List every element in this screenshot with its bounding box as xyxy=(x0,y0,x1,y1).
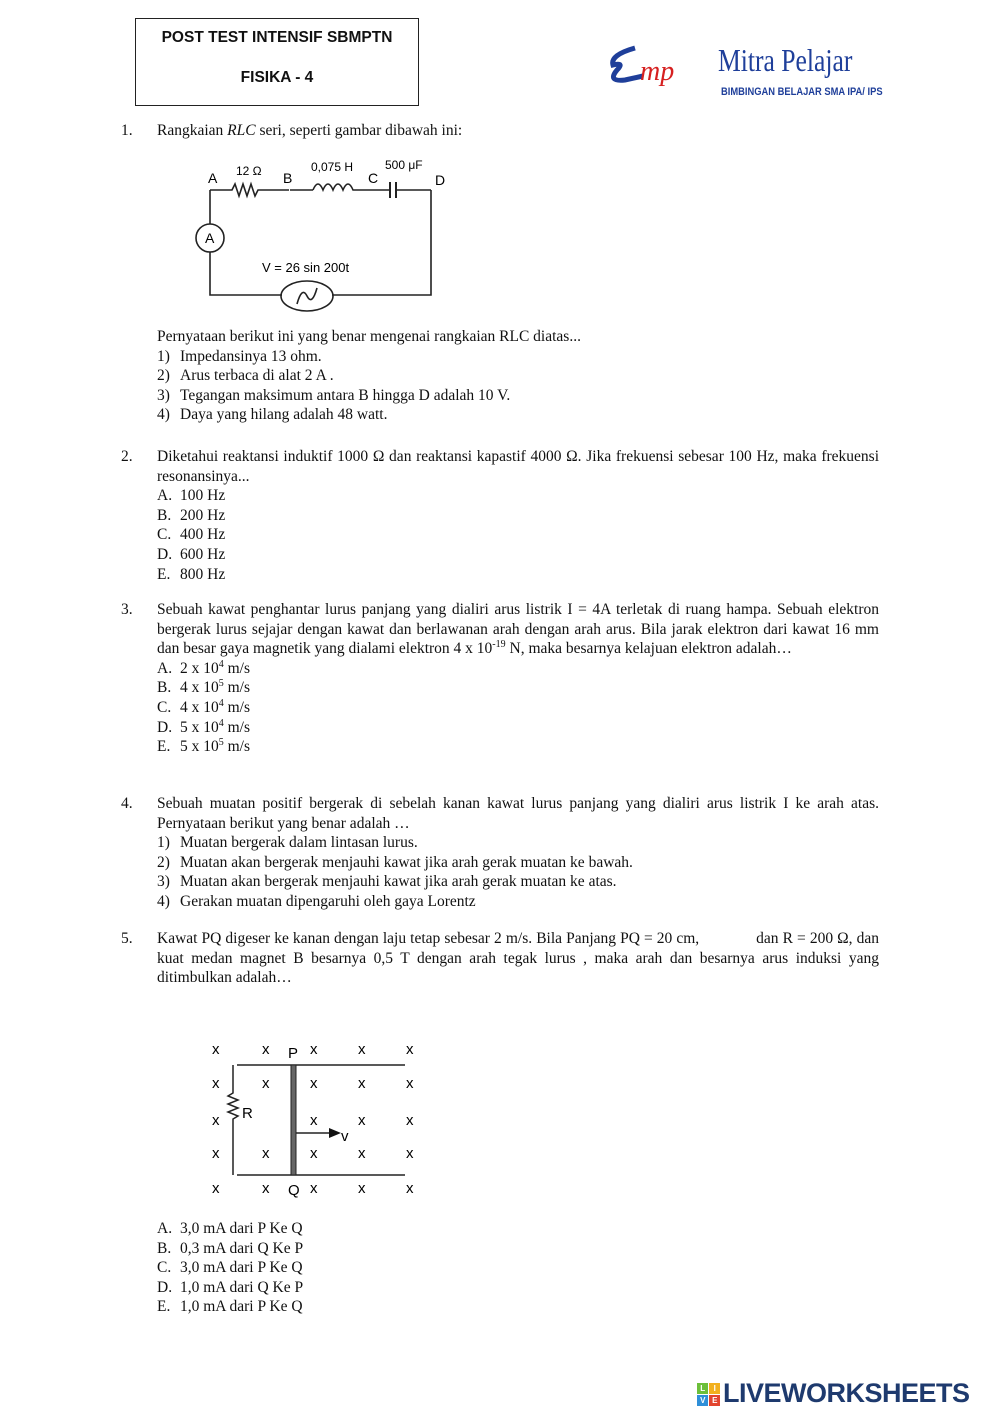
statement-text: Muatan bergerak dalam lintasan lurus. xyxy=(180,834,418,852)
field-into-page-mark: x xyxy=(310,1041,318,1058)
field-into-page-mark: x xyxy=(310,1145,318,1162)
option-a[interactable] xyxy=(157,1219,879,1239)
statement-3 xyxy=(157,872,879,892)
logo-brand: Mitra Pelajar xyxy=(718,42,853,78)
badge-letter: V xyxy=(697,1395,708,1406)
field-into-page-mark: x xyxy=(310,1180,318,1197)
unit: m/s xyxy=(223,679,251,697)
logo xyxy=(605,40,885,105)
option-b[interactable] xyxy=(157,1239,879,1259)
question-text-em: RLC xyxy=(227,122,256,139)
option-label: B. xyxy=(157,506,172,524)
statement-text: Muatan akan bergerak menjauhi kawat jika arah gerak muatan ke bawah. xyxy=(180,853,633,871)
point-q-label: Q xyxy=(288,1182,300,1199)
statement-label: 3) xyxy=(157,873,170,891)
resistor-label: 12 Ω xyxy=(236,164,262,178)
field-into-page-mark: x xyxy=(310,1112,318,1129)
field-into-page-mark: x xyxy=(406,1180,414,1197)
option-a[interactable] xyxy=(157,659,879,679)
statement-1 xyxy=(157,833,879,853)
rlc-circuit-diagram xyxy=(190,152,450,317)
field-into-page-mark: x xyxy=(358,1041,366,1058)
field-into-page-mark: x xyxy=(262,1041,270,1058)
question-4 xyxy=(121,794,879,912)
option-label: E. xyxy=(157,565,171,583)
exponent: 4 xyxy=(218,717,224,729)
question-2 xyxy=(121,447,879,584)
question-text: Kawat PQ digeser ke kanan dengan laju tetap sebesar 2 m/s. Bila Panjang PQ = 20 cm, dan R = 200 Ω, dan kuat medan magnet B besarnya 0,5 T dengan arah tegak lurus , maka arah dan besarnya arus induksi yang ditimbulkan adalah… xyxy=(157,930,883,987)
option-text: 0,3 mA dari Q Ke P xyxy=(180,1239,304,1257)
statement-label: 1) xyxy=(157,834,170,852)
inductor-label: 0,075 H xyxy=(311,160,354,174)
question-3 xyxy=(121,600,879,757)
statement-text: Gerakan muatan dipengaruhi oleh gaya Lorentz xyxy=(180,892,476,910)
node-a-label: A xyxy=(208,170,218,186)
exponent: 4 xyxy=(218,697,224,709)
field-into-page-mark: x xyxy=(358,1112,366,1129)
statement-text: Tegangan maksimum antara B hingga D adalah 10 V. xyxy=(180,386,511,404)
option-c[interactable] xyxy=(157,525,879,545)
option-label: D. xyxy=(157,718,173,736)
option-label: C. xyxy=(157,526,172,544)
magnetic-field-diagram xyxy=(195,1035,435,1205)
badge-letter: E xyxy=(709,1395,720,1406)
question-text: Diketahui reaktansi induktif 1000 Ω dan reaktansi kapastif 4000 Ω. Jika frekuensi sebesar 100 Hz, maka frekuensi resonansinya... xyxy=(157,448,879,485)
option-text: 4 x 10 xyxy=(180,679,219,697)
statement-label: 2) xyxy=(157,853,170,871)
resistor-r-label: R xyxy=(242,1105,253,1122)
question-number: 2. xyxy=(121,448,133,465)
option-text: 4 x 10 xyxy=(180,698,219,716)
question-number: 3. xyxy=(121,601,133,618)
statement-label: 3) xyxy=(157,386,170,404)
statement-2 xyxy=(157,366,879,386)
statement-1 xyxy=(157,347,879,367)
field-into-page-mark: x xyxy=(212,1075,220,1092)
option-text: 5 x 10 xyxy=(180,738,219,756)
option-label: C. xyxy=(157,698,172,716)
field-into-page-mark: x xyxy=(406,1075,414,1092)
badge-letter: I xyxy=(709,1383,720,1394)
statement-label: 2) xyxy=(157,367,170,385)
statement-label: 4) xyxy=(157,406,170,424)
option-text: 1,0 mA dari P Ke Q xyxy=(180,1298,303,1316)
option-text: 600 Hz xyxy=(180,545,226,563)
question-text xyxy=(157,600,879,659)
statement-4 xyxy=(157,405,879,425)
question-5 xyxy=(121,929,883,988)
source-label: V = 26 sin 200t xyxy=(262,260,350,275)
statement-4 xyxy=(157,892,879,912)
option-d[interactable] xyxy=(157,718,879,738)
option-a[interactable] xyxy=(157,486,879,506)
question-number: 1. xyxy=(121,122,133,139)
question-5-options xyxy=(121,1219,879,1317)
question-stem: Pernyataan berikut ini yang benar mengenai rangkaian RLC diatas... xyxy=(157,328,581,345)
option-text: 400 Hz xyxy=(180,526,226,544)
question-text-part: Sebuah kawat penghantar lurus panjang yang dialiri arus listrik I = 4A terletak di ruang hampa. Sebuah elektron bergerak lurus sejajar dengan kawat dan berlawanan arah dengan arah arus. Bila jarak elektron dari kawat 16 mm dan besar gaya magnetik yang dialami elektron 4 x 10 xyxy=(157,601,879,658)
option-label: E. xyxy=(157,738,171,756)
field-into-page-mark: x xyxy=(406,1145,414,1162)
option-label: E. xyxy=(157,1298,171,1316)
option-d[interactable] xyxy=(157,1278,879,1298)
option-e[interactable] xyxy=(157,1297,879,1317)
option-d[interactable] xyxy=(157,545,879,565)
question-number: 4. xyxy=(121,795,133,812)
field-into-page-mark: x xyxy=(212,1112,220,1129)
field-into-page-mark: x xyxy=(212,1180,220,1197)
field-into-page-mark: x xyxy=(406,1041,414,1058)
field-into-page-mark: x xyxy=(262,1180,270,1197)
option-e[interactable] xyxy=(157,737,879,757)
header-box xyxy=(135,18,419,106)
option-label: B. xyxy=(157,679,172,697)
field-into-page-mark: x xyxy=(358,1180,366,1197)
unit: m/s xyxy=(223,659,251,677)
field-into-page-mark: x xyxy=(212,1041,220,1058)
brand-text: LIVEWORKSHEETS xyxy=(723,1378,970,1408)
question-number: 5. xyxy=(121,930,133,947)
option-e[interactable] xyxy=(157,565,879,585)
question-1-statements xyxy=(121,327,879,425)
statement-3 xyxy=(157,386,879,406)
liveworksheets-logo xyxy=(697,1378,970,1409)
question-text: Rangkaian xyxy=(157,122,228,139)
exponent: 5 xyxy=(218,737,224,748)
option-text: 5 x 10 xyxy=(180,718,219,736)
option-b[interactable] xyxy=(157,506,879,526)
live-badge-icon xyxy=(697,1383,720,1406)
statement-text: Daya yang hilang adalah 48 watt. xyxy=(180,406,388,424)
node-d-label: D xyxy=(435,172,446,188)
header-title: POST TEST INTENSIF SBMPTN xyxy=(161,29,393,46)
question-text: seri, seperti gambar dibawah ini: xyxy=(255,122,463,139)
node-b-label: B xyxy=(283,170,293,186)
velocity-label: v xyxy=(341,1128,349,1145)
option-text: 100 Hz xyxy=(180,487,226,505)
header-subtitle: FISIKA - 4 xyxy=(240,69,314,86)
option-text: 200 Hz xyxy=(180,506,226,524)
statement-text: Impedansinya 13 ohm. xyxy=(180,347,322,365)
field-into-page-mark: x xyxy=(358,1145,366,1162)
point-p-label: P xyxy=(288,1045,299,1062)
option-b[interactable] xyxy=(157,678,879,698)
field-into-page-mark: x xyxy=(406,1112,414,1129)
logo-tagline: BIMBINGAN BELAJAR SMA IPA/ IPS xyxy=(721,86,883,98)
svg-text:mp: mp xyxy=(640,56,675,87)
unit: m/s xyxy=(223,738,251,756)
question-text-part: N, maka besarnya kelajuan elektron adalah… xyxy=(505,640,792,658)
question-1 xyxy=(121,121,879,141)
field-into-page-mark: x xyxy=(262,1075,270,1092)
option-label: A. xyxy=(157,487,173,505)
statement-text: Muatan akan bergerak menjauhi kawat jika arah gerak muatan ke atas. xyxy=(180,873,617,891)
unit: m/s xyxy=(223,718,251,736)
question-text: Sebuah muatan positif bergerak di sebelah kanan kawat lurus panjang yang dialiri arus listrik I ke arah atas. Pernyataan berikut yang benar adalah … xyxy=(157,795,879,832)
option-text: 800 Hz xyxy=(180,565,226,583)
unit: m/s xyxy=(223,698,251,716)
node-c-label: C xyxy=(368,170,379,186)
statement-2 xyxy=(157,853,879,873)
option-text: 1,0 mA dari Q Ke P xyxy=(180,1278,304,1296)
option-text: 3,0 mA dari P Ke Q xyxy=(180,1220,303,1237)
field-into-page-mark: x xyxy=(212,1145,220,1162)
exponent: 4 xyxy=(218,658,224,670)
option-c[interactable] xyxy=(157,698,879,718)
option-text: 3,0 mA dari P Ke Q xyxy=(180,1259,303,1277)
statement-label: 1) xyxy=(157,347,170,365)
capacitor-label: 500 μF xyxy=(385,158,423,172)
statement-label: 4) xyxy=(157,892,170,910)
badge-letter: L xyxy=(697,1383,708,1394)
option-label: A. xyxy=(157,1220,173,1237)
option-label: A. xyxy=(157,659,173,677)
option-label: D. xyxy=(157,1278,173,1296)
statement-text: Arus terbaca di alat 2 A . xyxy=(180,367,334,385)
option-c[interactable] xyxy=(157,1258,879,1278)
field-into-page-mark: x xyxy=(310,1075,318,1092)
field-into-page-mark: x xyxy=(262,1145,270,1162)
option-label: D. xyxy=(157,545,173,563)
option-label: C. xyxy=(157,1259,172,1277)
exponent: -19 xyxy=(492,639,506,651)
ammeter-icon: A xyxy=(205,230,215,246)
exponent: 5 xyxy=(218,678,224,690)
field-into-page-mark: x xyxy=(358,1075,366,1092)
option-text: 2 x 10 xyxy=(180,659,219,677)
option-label: B. xyxy=(157,1239,172,1257)
